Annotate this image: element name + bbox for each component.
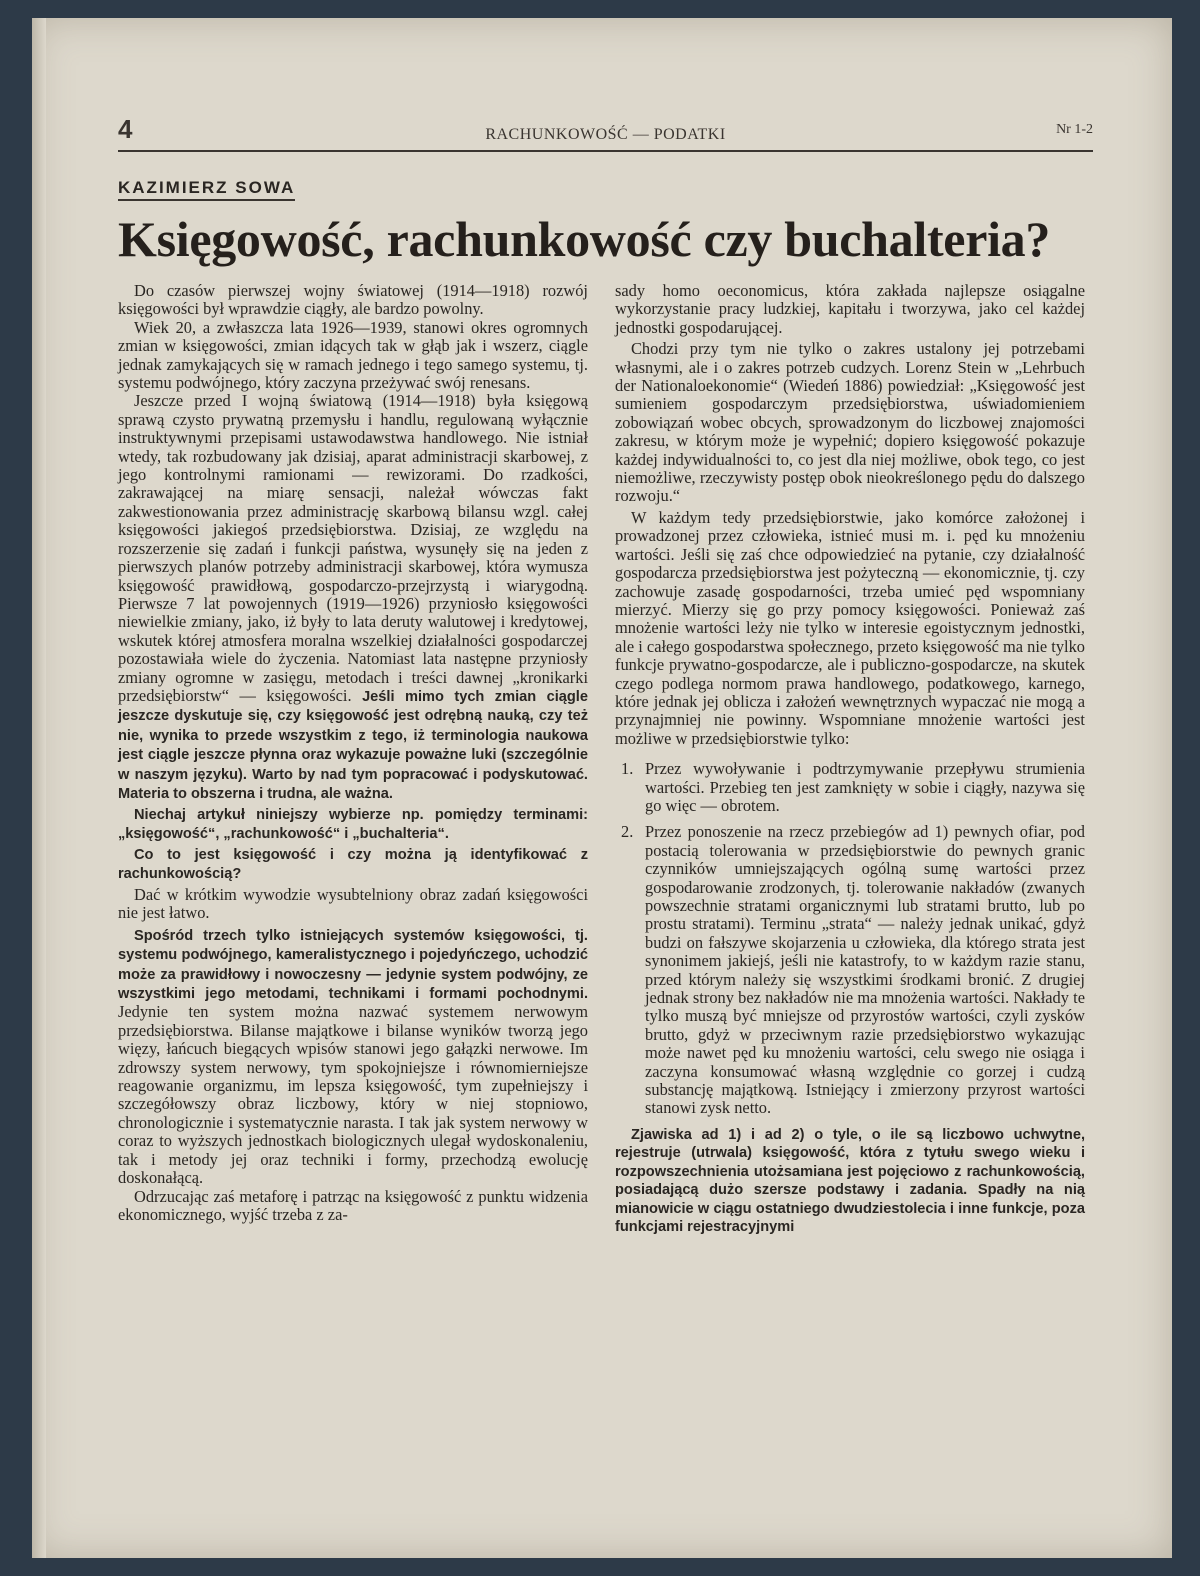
list-number: 1. <box>621 759 634 779</box>
list-item <box>615 760 1085 815</box>
paragraph-bold: Niechaj artykuł niniejszy wybierze np. pomiędzy terminami: „księgowość“, „rachunkowość“ i „buchalteria“. <box>118 807 588 842</box>
list-text: Przez ponoszenie na rzecz przebiegów ad 1) pewnych ofiar, pod postacią tolerowania w przedsiębiorstwie do pewnych granic czynników umniejszających ogólną sumę wartości przez gospodarowanie zrodzonych, tj. tolerowanie nakładów (zwanych powszechnie stratami organicznymi lub stratami brutto, lub po prostu stratami). Terminu „strata“ — należy jednak unikać, gdyż budzi on fałszywe skojarzenia u człowieka, dla którego strata jest synonimem jakiejś, jeśli nie katastrofy, to w każdym razie stanu, przed którym należy się wszystkimi środkami bronić. Z drugiej jednak strony bez nakładów nie ma mnożenia wartości. Nakłady te tylko muszą być mniejsze od przyrostów wartości, czyli zysków brutto, gdyż w przeciwnym razie przedsiębiorstwo wykazując może nawet pęd ku mnożeniu wartości, celu swego nie osiąga i zaczyna konsumować własną względnie co gorzej i cudzą substancję majątkową. Istniejący i zmierzony przyrost wartości stanowi zysk netto. <box>645 822 1085 1118</box>
paragraph: Do czasów pierwszej wojny światowej (1914—1918) rozwój księgowości był wprawdzie ciągły, ale bardzo powolny. <box>118 281 588 319</box>
paragraph: sady homo oeconomicus, która zakłada najlepsze osiągalne wykorzystanie pracy ludzkiej, kapitału i tworzywa, jako cel każdej jednostki gospodarującej. <box>615 281 1085 337</box>
running-header <box>118 114 1093 152</box>
running-title: RACHUNKOWOŚĆ — PODATKI <box>485 126 726 143</box>
binding-edge <box>32 18 46 1558</box>
list-item <box>615 823 1085 1118</box>
right-column <box>615 282 1085 1236</box>
article-title: Księgowość, rachunkowość czy buchalteria? <box>118 211 1051 267</box>
paragraph-bold-text: Spośród trzech tylko istniejących systemów księgowości, tj. systemu podwójnego, kameralistycznego i pojedyńczego, uchodzić może za prawidłowy i nowoczesny — jedynie system podwójny, ze wszystkimi jego metodami, technikami i formami pochodnymi. <box>118 927 588 1003</box>
paragraph-text: Jedynie ten system można nazwać systemem nerwowym przedsiębiorstwa. Bilanse majątkowe i bilanse wyników tworzą jego więzy, łańcuch biegących wpisów stanowi jego gałązki nerwowe. Im zdrowszy system nerwowy, tym spokojniejsze i równomierniejsze reagowanie organizmu, im lepsza księgowość, tym zupełniejszy i szczegółowszy obraz liczbowy, który w niej stopniowo, chronologicznie i systematycznie narasta. I tak jak system nerwowy w coraz to wyższych jednostkach biologicznych ulegał wydoskonaleniu, tak i metody jej oraz techniki i formy, przechodzą ewolucję doskonałącą. <box>118 1002 588 1188</box>
paragraph <box>118 392 588 803</box>
question-heading: Co to jest księgowość i czy można ją identyfikować z rachunkowością? <box>118 847 588 882</box>
issue-number: Nr 1-2 <box>1056 122 1093 137</box>
left-column <box>118 282 588 1224</box>
paragraph-bold-text: Jeśli mimo tych zmian ciągle jeszcze dyskutuje się, czy księgowość jest odrębną nauką, czy też nie, wynika to przede wszystkim z tego, iż terminologia naukowa jest ciągle jeszcze płynna oraz wykazuje poważne luki (szczególnie w naszym języku). Warto by nad tym popracować i podyskutować. Materia to obszerna i trudna, ale ważna. <box>118 688 588 802</box>
paragraph-text: Jeszcze przed I wojną światową (1914—1918) była księgową sprawą czysto prywatną przemysłu i handlu, regulowaną wyłącznie instruktywnymi przepisami ustawodawstwa handlowego. Nie istniał wtedy, tak rozbudowany jak dzisiaj, aparat administracji skarbowej, z jego kontrolnymi ramionami — rewizorami. Do rzadkości, zakrawającej na miarę sensacji, należał wówczas fakt zakwestionowania przez administrację skarbową bilansu wzgl. całej księgowości jakiegoś przedsiębiorstwa. Dzisiaj, ze względu na rozszerzenie się zadań i funkcji państwa, wysunęły się na jeden z pierwszych planów potrzeby administracji skarbowej, która wymusza księgowość prawidłową, gospodarczo-przejrzystą i wiarygodną. Pierwsze 7 lat powojennych (1919—1926) przyniosło księgowości niewielkie zmiany, jako, iż były to lata deruty walutowej i kredytowej, wskutek której atmosfera moralna wszelkiej działalności gospodarczej pozostawiała wiele do życzenia. Natomiast lata następne przyniosły zmiany ogromne w zasięgu, metodach i treści dawnej „kronikarki przedsiębiorstw“ — księgowości. <box>118 391 588 705</box>
list-text: Przez wywoływanie i podtrzymywanie przepływu strumienia wartości. Przebieg ten jest zamknięty w sobie i ciągły, nazywa się go więc — obrotem. <box>645 759 1085 815</box>
numbered-list <box>615 760 1085 1118</box>
list-number: 2. <box>621 822 634 842</box>
paragraph <box>118 926 588 1188</box>
paragraph: Chodzi przy tym nie tylko o zakres ustalony jej potrzebami własnymi, ale i o zakres potrzeb cudzych. Lorenz Stein w „Lehrbuch der Nationaloekonomie“ (Wiedeń 1886) powiedział: „Księgowość jest sumieniem gospodarczym przedsiębiorstwa, uświadomieniem zobowiązań wobec obcych, sprowadzonym do liczbowej znajomości zakresu, w którym może je wypełnić; dopiero księgowość pokazuje każdej indywidualności to, co jest dla niej możliwe, obok tego, co jest niemożliwe, rzeczywisty postęp obok nieokreślonego pędu do dalszego rozwoju.“ <box>615 339 1085 506</box>
paragraph: Odrzucając zaś metaforę i patrząc na księgowość z punktu widzenia ekonomicznego, wyjść trzeba z za- <box>118 1186 588 1224</box>
paragraph: Dać w krótkim wywodzie wysubtelniony obraz zadań księgowości nie jest łatwo. <box>118 885 588 923</box>
paragraph: W każdym tedy przedsiębiorstwie, jako komórce założonej i prowadzonej przez człowieka, istnieć musi m. i. pęd ku mnożeniu wartości. Jeśli się zaś chce odpowiedzieć na pytanie, czy działalność gospodarcza przedsiębiorstwa jest pożyteczną — ekonomicznie, tj. czy zachowuje zasadę gospodarności, trzeba umieć pęd wspomniany mierzyć. Mierzy się go przy pomocy księgowości. Ponieważ zaś mnożenie wartości leży nie tylko w interesie egoistycznym jednostki, ale i całego gospodarstwa społecznego, przeto księgowość ma nie tylko funkcje prywatno-gospodarcze, ale i publiczno-gospodarcze, na skutek czego podlega normom prawa handlowego, podatkowego, karnego, które jednak jej oblicza i założeń wewnętrznych wypaczać nie mogą a przynajmniej nie powinny. Wspomniane mnożenie wartości jest możliwe w przedsiębiorstwie tylko: <box>615 507 1085 748</box>
paragraph: Wiek 20, a zwłaszcza lata 1926—1939, stanowi okres ogromnych zmian w księgowości, zmian idących tak w głąb jak i wszerz, ciągle jednak zamykających się w ramach jednego i tego samego systemu, tj. systemu podwójnego, który zaczyna przeżywać swój renesans. <box>118 317 588 393</box>
paragraph-bold: Zjawiska ad 1) i ad 2) o tyle, o ile są liczbowo uchwytne, rejestruje (utrwala) księgowość, która z tytułu swego wieku i rozpowszechnienia utożsamiana jest pojęciowo z rachunkowością, posiadającą dużo szersze podstawy i zadania. Spadły na nią mianowicie w ciągu ostatniego dwudziestolecia i inne funkcje, poza funkcjami rejestracyjnymi <box>615 1126 1085 1235</box>
article-author: KAZIMIERZ SOWA <box>118 178 295 201</box>
page-number: 4 <box>118 114 133 144</box>
journal-page <box>32 18 1172 1558</box>
